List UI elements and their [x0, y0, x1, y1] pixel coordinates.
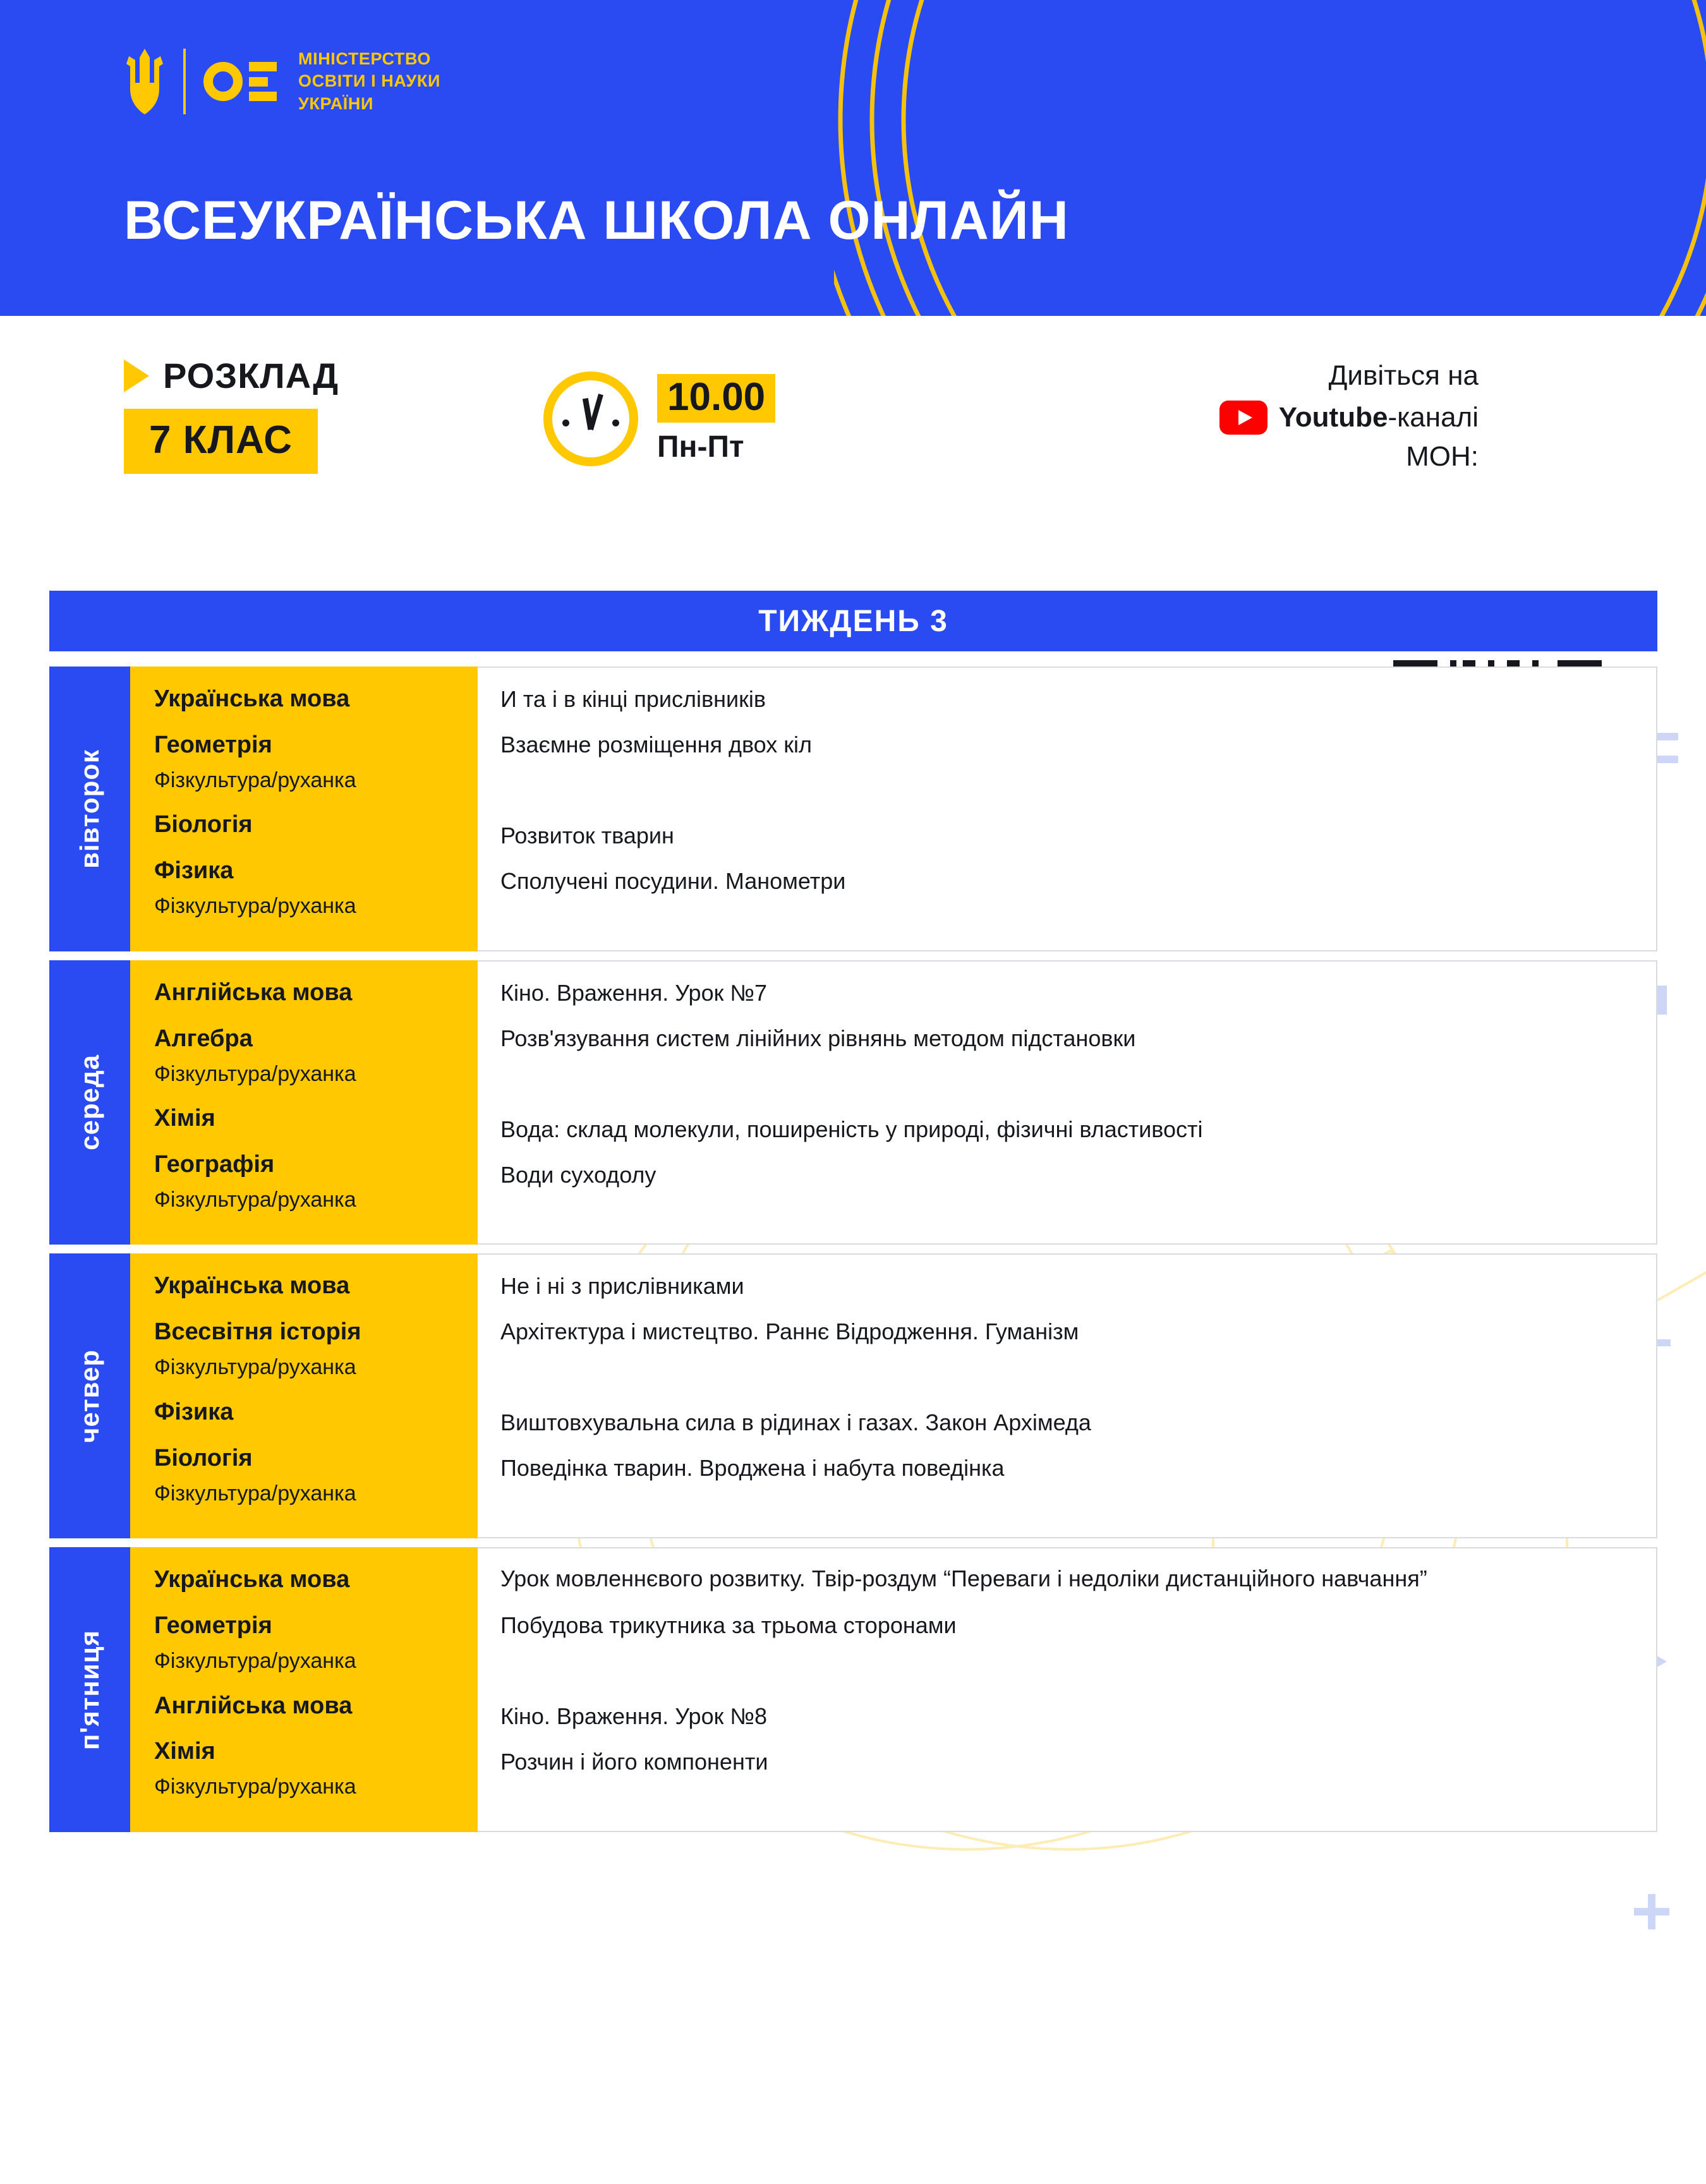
mon-logo: [124, 47, 440, 116]
time-texts: [657, 374, 775, 463]
ministry-line-2: ОСВІТИ І НАУКИ: [298, 71, 440, 91]
subject-name: Українська мова: [154, 1566, 350, 1593]
trident-icon: [124, 47, 166, 116]
lesson-topic: Розчин і його компоненти: [500, 1749, 768, 1775]
topic-spacer: [500, 1362, 1631, 1394]
monogram-o-icon: [203, 62, 243, 101]
topic-column: [478, 1547, 1657, 1832]
schedule-label: РОЗКЛАД: [163, 356, 339, 395]
schedule-table: [49, 667, 1657, 1841]
page-title: ВСЕУКРАЇНСЬКА ШКОЛА ОНЛАЙН: [124, 190, 1069, 251]
youtube-word: Youtube: [1278, 402, 1388, 433]
schedule-block: [124, 355, 339, 474]
pe-label: Фізкультура/руханка: [154, 1061, 356, 1086]
lesson-topic: И та і в кінці прислівників: [500, 686, 766, 712]
lesson-topic: Кіно. Враження. Урок №8: [500, 1703, 767, 1730]
youtube-block: [1099, 360, 1479, 473]
subject-name: Біологія: [154, 1444, 253, 1471]
week-title: ТИЖДЕНЬ 3: [49, 591, 1657, 651]
pe-label: Фізкультура/руханка: [154, 894, 356, 919]
subject-name: Англійська мова: [154, 1692, 353, 1719]
ministry-line-1: МІНІСТЕРСТВО: [298, 49, 432, 68]
ministry-name: [298, 48, 440, 116]
play-triangle-icon: [124, 359, 149, 392]
header-arc-decoration: [834, 0, 1706, 316]
day-label-thursday: [49, 1253, 130, 1538]
mon-monogram: [203, 62, 277, 101]
subject-column: [130, 1253, 478, 1538]
youtube-owner-label: МОН:: [1406, 441, 1479, 472]
topic-column: [478, 667, 1657, 951]
subject-column: [130, 960, 478, 1245]
lesson-topic: Поведінка тварин. Вроджена і набута поведінка: [500, 1455, 1005, 1481]
topic-spacer: [500, 1656, 1631, 1687]
broadcast-days: Пн-Пт: [657, 430, 744, 464]
subject-name: Українська мова: [154, 685, 350, 712]
lesson-topic: Кіно. Враження. Урок №7: [500, 979, 767, 1006]
lesson-topic: Сполучені посудини. Манометри: [500, 868, 846, 894]
lesson-topic: Не і ні з прислівниками: [500, 1273, 744, 1300]
topic-spacer: [500, 1069, 1631, 1101]
pe-label: Фізкультура/руханка: [154, 1648, 356, 1673]
lesson-topic: Розвиток тварин: [500, 823, 674, 848]
clock-icon: [543, 371, 638, 466]
subject-name: Геометрія: [154, 731, 272, 758]
subject-name: Геометрія: [154, 1612, 272, 1639]
subject-name: Хімія: [154, 1105, 215, 1132]
topic-column: [478, 960, 1657, 1245]
table-row: [49, 960, 1657, 1245]
pe-label: Фізкультура/руханка: [154, 1187, 356, 1212]
subject-name: Англійська мова: [154, 979, 353, 1006]
monogram-e-icon: [249, 62, 277, 101]
youtube-channel-suffix: -каналі: [1388, 402, 1479, 433]
table-row: [49, 1253, 1657, 1538]
table-row: [49, 1547, 1657, 1832]
subject-name: Фізика: [154, 857, 234, 884]
lesson-topic: Розв'язування систем лінійних рівнянь методом підстановки: [500, 1025, 1136, 1051]
lesson-topic: Вода: склад молекули, поширеність у природі, фізичні властивості: [500, 1116, 1203, 1142]
day-label-friday: [49, 1547, 130, 1832]
subject-name: Хімія: [154, 1738, 215, 1765]
logo-divider: [183, 49, 186, 114]
lesson-topic: Води суходолу: [500, 1161, 656, 1188]
subject-column: [130, 667, 478, 951]
day-label-tuesday: [49, 667, 130, 951]
youtube-channel-name: [1279, 402, 1479, 433]
lesson-topic: Урок мовленнєвого розвитку. Твір-роздум “Переваги і недоліки дистанційного навчання”: [500, 1566, 1427, 1592]
info-bar: [0, 316, 1706, 581]
broadcast-time: 10.00: [657, 374, 775, 423]
subject-name: Фізика: [154, 1398, 234, 1425]
subject-column: [130, 1547, 478, 1832]
day-label-text: п'ятниця: [75, 1629, 104, 1750]
youtube-intro-text: Дивіться на: [1328, 360, 1479, 391]
class-badge: 7 КЛАС: [124, 409, 318, 474]
lesson-topic: Архітектура і мистецтво. Раннє Відродження. Гуманізм: [500, 1318, 1079, 1345]
subject-name: Українська мова: [154, 1272, 350, 1300]
pe-label: Фізкультура/руханка: [154, 1481, 356, 1505]
day-label-text: четвер: [75, 1349, 104, 1443]
subject-name: Всесвітня історія: [154, 1318, 361, 1346]
lesson-topic: Взаємне розміщення двох кіл: [500, 732, 813, 757]
youtube-channel-row[interactable]: [1099, 401, 1479, 435]
lesson-topic: Виштовхувальна сила в рідинах і газах. Закон Архімеда: [500, 1409, 1091, 1436]
lesson-topic: Побудова трикутника за трьома сторонами: [500, 1612, 957, 1639]
day-label-text: середа: [75, 1054, 104, 1150]
youtube-icon[interactable]: [1219, 401, 1267, 435]
pe-label: Фізкультура/руханка: [154, 1355, 356, 1380]
page-header: [0, 0, 1706, 316]
pe-label: Фізкультура/руханка: [154, 1775, 356, 1799]
schedule-heading-row: [124, 355, 339, 396]
subject-name: Географія: [154, 1150, 275, 1178]
day-label-wednesday: [49, 960, 130, 1245]
subject-name: Алгебра: [154, 1025, 253, 1052]
table-row: [49, 667, 1657, 951]
day-label-text: вівторок: [75, 749, 104, 869]
subject-name: Біологія: [154, 811, 253, 838]
time-block: [543, 371, 775, 466]
topic-column: [478, 1253, 1657, 1538]
ministry-line-3: УКРАЇНИ: [298, 94, 373, 113]
pe-label: Фізкультура/руханка: [154, 768, 356, 792]
topic-spacer: [500, 775, 1631, 807]
